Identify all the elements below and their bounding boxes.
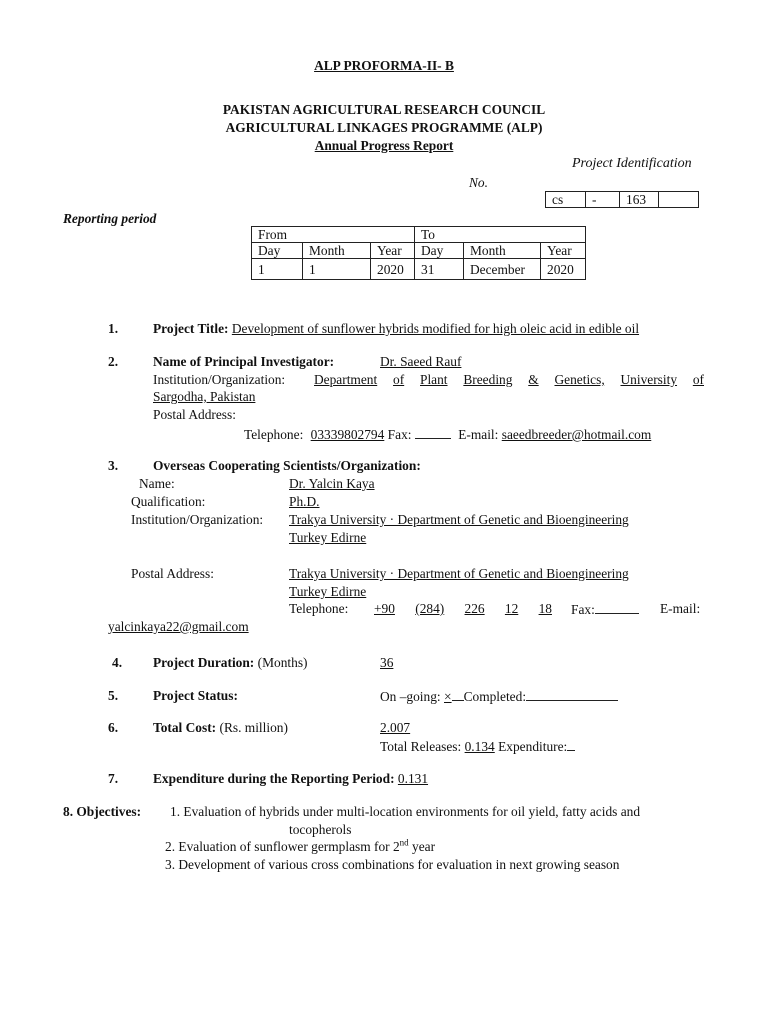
inst-word: Breeding	[463, 372, 513, 387]
col-month: Month	[464, 243, 541, 259]
tel-part: +90	[374, 601, 395, 616]
overseas-name-value: Dr. Yalcin Kaya	[289, 476, 375, 491]
overseas-postal-line1: Trakya University · Department of Genetic and Bioengineering	[289, 566, 629, 581]
pi-institution-label: Institution/Organization:	[153, 372, 286, 387]
project-title-label: Project Title:	[153, 321, 229, 336]
overseas-name-label: Name:	[139, 476, 175, 491]
objective-2-text: 2. Evaluation of sunflower germplasm for 2	[165, 839, 400, 854]
overseas-institution-label: Institution/Organization:	[131, 512, 264, 527]
pi-label: Name of Principal Investigator:	[153, 354, 335, 369]
section-6-number: 6.	[108, 720, 119, 735]
pi-telephone-label: Telephone:	[244, 427, 304, 442]
duration-value: 36	[380, 655, 394, 670]
to-year: 2020	[541, 259, 586, 280]
inst-word: Plant	[420, 372, 448, 387]
cost-row	[153, 719, 288, 736]
to-month: December	[464, 259, 541, 280]
reporting-period-table	[251, 226, 586, 280]
tel-part: 12	[504, 601, 519, 616]
pi-fax-label: Fax:	[387, 427, 412, 442]
objective-1-line2: tocopherols	[289, 822, 352, 837]
inst-word: &	[528, 372, 539, 387]
section-7-number: 7.	[108, 771, 119, 786]
completed-blank	[526, 687, 618, 701]
section-5-number: 5.	[108, 688, 119, 703]
project-title-value: Development of sunflower hybrids modified for high oleic acid in edible oil	[231, 321, 640, 336]
qualification-label: Qualification:	[131, 494, 206, 509]
reporting-period-label: Reporting period	[63, 211, 157, 226]
inst-word: University	[620, 372, 678, 387]
releases-label: Total Releases:	[380, 739, 462, 754]
status-label: Project Status:	[153, 688, 238, 703]
col-day: Day	[252, 243, 303, 259]
reporting-expenditure-label: Expenditure during the Reporting Period:	[153, 771, 395, 786]
pi-institution-line1	[314, 371, 704, 388]
overseas-telephone-label: Telephone:	[289, 601, 349, 616]
id-cell-empty	[659, 192, 699, 208]
id-cell-number: 163	[620, 192, 659, 208]
from-month: 1	[303, 259, 371, 280]
col-year: Year	[371, 243, 415, 259]
from-year: 2020	[371, 259, 415, 280]
expenditure-label: Expenditure:	[498, 739, 568, 754]
releases-value: 0.134	[464, 739, 495, 754]
col-month: Month	[303, 243, 371, 259]
overseas-email-label: E-mail:	[660, 601, 701, 616]
overseas-fax-label: Fax:	[571, 602, 595, 617]
overseas-postal-label: Postal Address:	[131, 566, 214, 581]
cost-unit: (Rs. million)	[219, 720, 288, 735]
id-cell-prefix: cs	[546, 192, 586, 208]
project-identification-label: Project Identification	[572, 156, 692, 171]
inst-word: Genetics,	[554, 372, 605, 387]
proforma-title: ALP PROFORMA-II- B	[314, 58, 454, 73]
reporting-expenditure-value: 0.131	[397, 771, 429, 786]
inst-word: of	[692, 372, 704, 387]
council-name: PAKISTAN AGRICULTURAL RESEARCH COUNCIL	[222, 102, 546, 117]
col-day: Day	[415, 243, 464, 259]
programme-name: AGRICULTURAL LINKAGES PROGRAMME (ALP)	[225, 120, 543, 135]
inst-word: of	[393, 372, 405, 387]
objective-2-end: year	[408, 839, 436, 854]
pi-fax-blank	[415, 425, 451, 439]
project-title-row	[153, 320, 639, 337]
project-id-table	[545, 191, 699, 208]
cost-value: 2.007	[380, 720, 411, 735]
overseas-label: Overseas Cooperating Scientists/Organization:	[153, 458, 421, 473]
duration-unit: (Months)	[257, 655, 308, 670]
pi-email-label: E-mail:	[458, 427, 499, 442]
col-year: Year	[541, 243, 586, 259]
pi-postal-label: Postal Address:	[153, 407, 236, 422]
pi-name: Dr. Saeed Rauf	[380, 354, 462, 369]
overseas-telephone-value	[374, 600, 552, 617]
completed-label: Completed:	[463, 689, 527, 704]
expenditure-blank	[567, 737, 575, 751]
qualification-value: Ph.D.	[289, 494, 320, 509]
project-no-label: No.	[469, 175, 488, 190]
objective-2-superscript: nd	[399, 837, 409, 848]
tel-part: 18	[538, 601, 552, 616]
reporting-expenditure-row	[153, 770, 428, 787]
id-cell-dash: -	[586, 192, 620, 208]
objectives-label: 8. Objectives:	[63, 804, 142, 819]
overseas-postal-line2: Turkey Edirne	[289, 584, 367, 599]
to-header: To	[415, 227, 586, 243]
cost-label: Total Cost:	[153, 720, 217, 735]
ongoing-mark: ×	[444, 689, 452, 704]
tel-part: 226	[464, 601, 485, 616]
pi-contact-row	[244, 425, 651, 443]
overseas-fax-row	[571, 600, 639, 618]
ongoing-label: On –going:	[380, 689, 441, 704]
pi-telephone-value: 03339802794	[310, 427, 385, 442]
objective-2	[165, 838, 435, 855]
overseas-institution-line2: Turkey Edirne	[289, 530, 367, 545]
overseas-institution-line1: Trakya University · Department of Genetic and Bioengineering	[289, 512, 629, 527]
status-row	[380, 687, 618, 705]
to-day: 31	[415, 259, 464, 280]
inst-word: Department	[314, 372, 378, 387]
section-4-number: 4.	[112, 655, 123, 670]
duration-row	[153, 654, 307, 671]
section-1-number: 1.	[108, 321, 119, 336]
duration-label: Project Duration:	[153, 655, 255, 670]
section-2-number: 2.	[108, 354, 119, 369]
tel-part: (284)	[415, 601, 445, 616]
report-title: Annual Progress Report	[314, 138, 454, 153]
from-day: 1	[252, 259, 303, 280]
releases-row	[380, 737, 575, 755]
overseas-fax-blank	[595, 600, 639, 614]
from-header: From	[252, 227, 415, 243]
pi-institution-line2: Sargodha, Pakistan	[153, 389, 256, 404]
objective-1-line1: 1. Evaluation of hybrids under multi-location environments for oil yield, fatty acids and	[170, 804, 641, 819]
ongoing-blank	[452, 687, 464, 701]
overseas-email-value: yalcinkaya22@gmail.com	[108, 619, 249, 634]
pi-email-value: saeedbreeder@hotmail.com	[501, 427, 652, 442]
objective-3: 3. Development of various cross combinations for evaluation in next growing season	[165, 857, 620, 872]
section-3-number: 3.	[108, 458, 119, 473]
